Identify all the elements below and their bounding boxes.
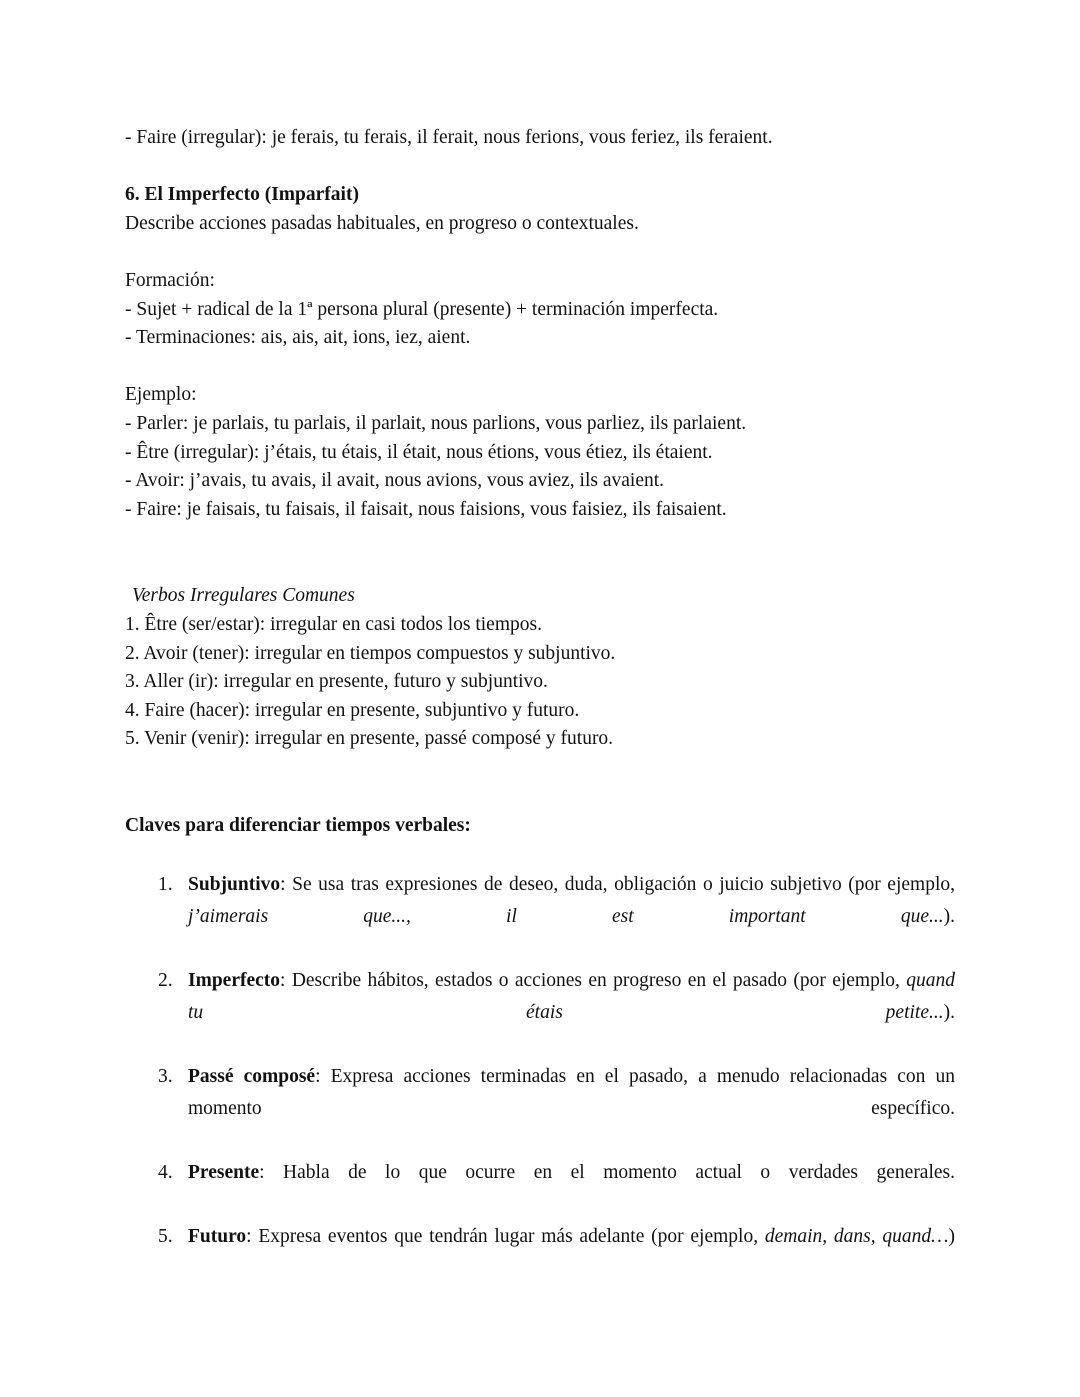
list-item-term: Passé composé xyxy=(188,1066,316,1088)
list-item: 2. Avoir (tener): irregular en tiempos compuestos y subjuntivo. xyxy=(125,642,616,664)
list-item-term: Subjuntivo xyxy=(188,874,281,896)
section-heading-imperfecto: 6. El Imperfecto (Imparfait) xyxy=(125,184,359,206)
formation-label: Formación: xyxy=(125,269,215,291)
list-item-text-after: ) xyxy=(948,1226,955,1248)
list-item xyxy=(125,869,955,965)
list-item: 4. Faire (hacer): irregular en presente, subjuntivo y futuro. xyxy=(125,699,580,721)
list-item-text-before: : Habla de lo que ocurre en el momento actual o verdades generales. xyxy=(259,1162,955,1184)
list-marker: 1. xyxy=(158,874,173,896)
section-description: Describe acciones pasadas habituales, en progreso o contextuales. xyxy=(125,212,639,234)
irregular-verbs-title: Verbos Irregulares Comunes xyxy=(132,585,355,607)
irregular-verbs-list xyxy=(125,611,955,754)
list-item: 1. Être (ser/estar): irregular en casi todos los tiempos. xyxy=(125,613,542,635)
list-item-term: Futuro xyxy=(188,1226,247,1248)
document-body xyxy=(125,124,955,1285)
list-item-body xyxy=(188,869,955,965)
list-item-term: Presente xyxy=(188,1162,260,1184)
list-item-body xyxy=(188,1221,955,1285)
spacer xyxy=(125,238,955,267)
example-label: Ejemplo: xyxy=(125,384,197,406)
list-marker: 3. xyxy=(158,1066,173,1088)
spacer xyxy=(125,153,955,182)
list-item-text-before: : Se usa tras expresiones de deseo, duda, obligación o juicio subjetivo (por ejemplo, xyxy=(280,874,955,896)
list-item xyxy=(125,1157,955,1221)
example-parler: - Parler: je parlais, tu parlais, il parlait, nous parlions, vous parliez, ils parlaient. xyxy=(125,412,747,434)
list-item-body xyxy=(188,965,955,1061)
example-etre: - Être (irregular): j’étais, tu étais, il était, nous étions, vous étiez, ils étaient. xyxy=(125,441,713,463)
example-avoir: - Avoir: j’avais, tu avais, il avait, nous avions, vous aviez, ils avaient. xyxy=(125,470,665,492)
spacer xyxy=(125,353,955,382)
list-item-body xyxy=(188,1061,955,1157)
list-marker: 4. xyxy=(158,1162,173,1184)
list-item-body xyxy=(188,1157,955,1221)
list-item-emphasis: j’aimerais que..., il est important que... xyxy=(188,906,944,928)
spacer xyxy=(125,754,955,812)
formation-rule-2: - Terminaciones: ais, ais, ait, ions, iez, aient. xyxy=(125,327,471,349)
keys-list xyxy=(125,869,955,1285)
list-item-text-after: ). xyxy=(943,906,955,928)
list-item: 5. Venir (venir): irregular en presente, passé composé y futuro. xyxy=(125,728,614,750)
list-marker: 2. xyxy=(158,970,173,992)
example-faire: - Faire: je faisais, tu faisais, il faisait, nous faisions, vous faisiez, ils faisaient. xyxy=(125,498,727,520)
list-item-text-after: ). xyxy=(943,1002,955,1024)
faire-conditional-line: - Faire (irregular): je ferais, tu ferais, il ferait, nous ferions, vous feriez, ils feraient. xyxy=(125,127,773,148)
list-item-emphasis: quand tu étais petite... xyxy=(188,970,955,1024)
spacer xyxy=(125,840,955,869)
list-item xyxy=(125,1221,955,1285)
spacer xyxy=(125,524,955,582)
list-item-text-before: : Expresa acciones terminadas en el pasado, a menudo relacionadas con un momento específico. xyxy=(188,1066,955,1120)
list-item xyxy=(125,1061,955,1157)
list-item: 3. Aller (ir): irregular en presente, futuro y subjuntivo. xyxy=(125,671,548,693)
list-item-emphasis: demain, dans, quand… xyxy=(764,1226,949,1248)
list-item-term: Imperfecto xyxy=(188,970,281,992)
list-item xyxy=(125,965,955,1061)
list-item-text-before: : Expresa eventos que tendrán lugar más adelante (por ejemplo, xyxy=(246,1226,765,1248)
formation-rule-1: - Sujet + radical de la 1ª persona plural (presente) + terminación imperfecta. xyxy=(125,298,719,320)
list-item-text-before: : Describe hábitos, estados o acciones en progreso en el pasado (por ejemplo, xyxy=(280,970,907,992)
list-marker: 5. xyxy=(158,1226,173,1248)
keys-heading: Claves para diferenciar tiempos verbales: xyxy=(125,814,471,836)
